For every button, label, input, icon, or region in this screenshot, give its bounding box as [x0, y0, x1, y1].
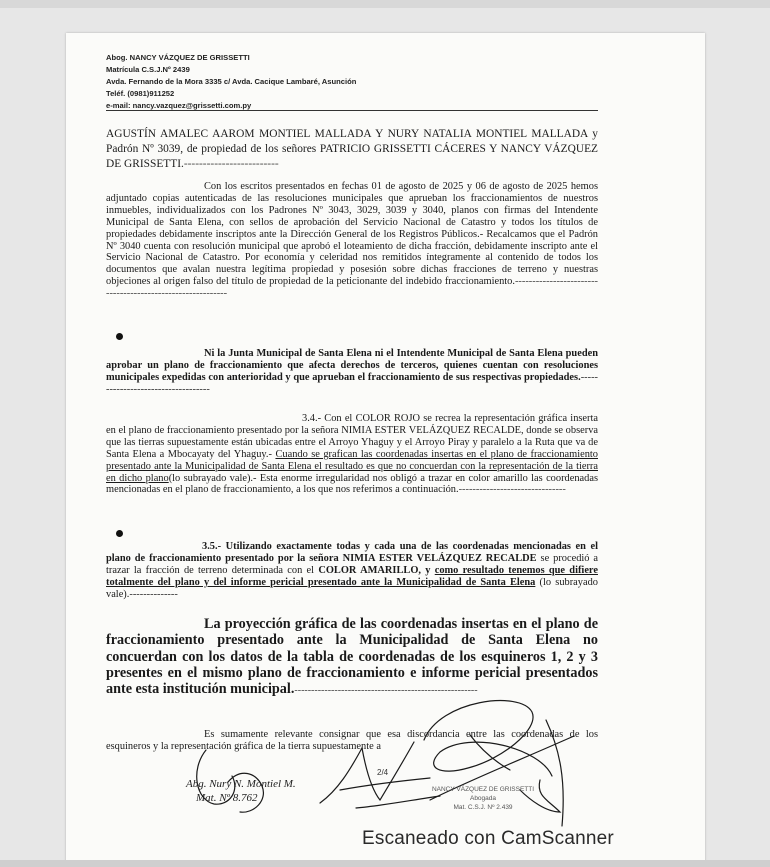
p34-g: (lo subrayado vale).- Esta enorme irregularidad nos obligó a trazar en color amarillo las coordenadas mencionadas en el plano de fraccionamiento, a los que nos referimos a continuación.	[106, 472, 599, 496]
p34-dashes: -------------------------------	[458, 484, 566, 496]
intro-dashes: -------------------------	[183, 158, 279, 170]
header-phone: Teléf. (0981)911252	[106, 89, 175, 98]
paragraph-5-dashes: -------------------------------------------------------	[294, 685, 478, 697]
p34-e: , donde se observa que las tierras supuestamente están ubicadas entre el Arroyo Yhaguy y el Arroyo Piray y paralelo a la Ruta que va de Santa Elena a Mbocayaty del Yhaguy.-	[106, 424, 598, 460]
paragraph-6-text: Es sumamente relevante consignar que esa discordancia entre las coordenadas de los esquineros y la representación gráfica de la tierra supuestamente a	[106, 729, 598, 752]
p35-dashes: --------------	[129, 588, 178, 600]
p35-e: , y	[418, 564, 435, 576]
header-email: e-mail: nancy.vazquez@grissetti.com.py	[106, 101, 252, 110]
p35-a: 3.5.- Utilizando exactamente todas y cada una de las coordenadas mencionadas en el plano de fraccionamiento presentado por la señora	[106, 541, 598, 564]
header-matricula: Matrícula C.S.J.Nº 2439	[106, 65, 190, 74]
stamp-name: NANCY VÁZQUEZ DE GRISSETTI	[431, 786, 535, 793]
p34-color-rojo: COLOR ROJO	[355, 413, 420, 424]
paragraph-2-text: Ni la Junta Municipal de Santa Elena ni el Intendente Municipal de Santa Elena pueden aprobar un plano de fraccionamiento que afecta derechos de terceros, quienes cuentan con resoluciones municipales expedidas con anterioridad y que aprueban el fraccionamiento de sus respectivas propiedades.	[106, 348, 598, 383]
p35-g: (lo subrayado vale).	[106, 576, 598, 600]
page-number: 2/4	[377, 768, 389, 777]
p34-nimia: NIMIA ESTER VELÁZQUEZ RECALDE	[341, 424, 522, 436]
p34-c: se recrea la representación gráfica inserta en el plano de fraccionamiento presentado por la señora	[106, 413, 598, 436]
left-signature-matricula: Mat. Nº 8.762	[196, 792, 258, 804]
p35-c: se procedió a trazar la fracción de terreno determinada con el	[106, 552, 599, 576]
camscanner-watermark: Escaneado con CamScanner	[362, 828, 614, 849]
intro-names-1: AGUSTÍN AMALEC AAROM MONTIEL MALLADA Y NURY NATALIA MONTIEL MALLADA	[106, 128, 588, 140]
intro-padron: y Padrón Nº 3039, de propiedad de los señores	[106, 128, 598, 155]
stamp-matricula: Mat. C.S.J. Nº 2.439	[453, 804, 513, 811]
paragraph-2-dashes: -----------------------------------	[106, 371, 598, 395]
paragraph-1-dashes: -----------------------------------------------------------	[106, 276, 598, 300]
viewer-bottom-band	[0, 860, 770, 867]
paragraph-1-text: Con los escritos presentados en fechas 01 de agosto de 2025 y 06 de agosto de 2025 hemos adjuntado copias autenticadas de las resoluciones municipales que aprueban los fraccionamientos de nuestros inmuebles, individualizados con los Padrones Nº 3043, 3029, 3039 y 3040, planos con firmas del Intendente Municipal de Santa Elena, con sellos de aprobación del Servicio Nacional de Catastro y todos los títulos de propiedades debidamente inscriptos ante la Dirección General de los Registros Públicos.- Recalcamos que el Padrón Nº 3040 cuenta con resolución municipal que aprobó el loteamiento de dicha fracción, debidamente inscripto ante el Servicio Nacional de Catastro. Por economía y celeridad nos remitidos íntegramente al contenido de todos los documentos que avalan nuestra legítima propiedad y posesión sobre dichas fracciones de terreno y nuestras objeciones al origen falso del título de propiedad de la peticionante del indebido fraccionamiento.	[106, 181, 598, 288]
stamp-title: Abogada	[469, 795, 497, 802]
intro-names-2: PATRICIO GRISSETTI CÁCERES Y NANCY VÁZQUEZ DE GRISSETTI.	[106, 143, 598, 170]
header-name: Abog. NANCY VÁZQUEZ DE GRISSETTI	[106, 53, 250, 62]
p34-underlined: Cuando se grafican las coordenadas insertas en el plano de fraccionamiento presentado ante la Municipalidad de Santa Elena el resultado es que no concuerdan con la representación de la tierra en dicho plano	[106, 448, 598, 484]
p35-nimia: NIMIA ESTER VELÁZQUEZ RECALDE	[342, 552, 537, 564]
p35-color-amarillo: COLOR AMARILLO	[318, 564, 419, 576]
p34-a: 3.4.- Con el	[302, 413, 356, 424]
p35-underlined: como resultado tenemos que difiere totalmente del plano y del informe pericial presentado ante la Municipalidad de Santa Elena	[106, 564, 598, 588]
paragraph-5-text: La proyección gráfica de las coordenadas insertas en el plano de fraccionamiento presentado ante la Municipalidad de Santa Elena no concuerdan con los datos de la tabla de coordenadas de los esquineros 1, 2 y 3 presentes en el mismo plano de fraccionamiento e informe pericial presentados ante esta institución municipal.	[106, 616, 598, 698]
header-address: Avda. Fernando de la Mora 3335 c/ Avda. Cacique Lambaré, Asunción	[106, 77, 357, 86]
left-signature-name: Abg. Nury N. Montiel M.	[186, 778, 296, 790]
